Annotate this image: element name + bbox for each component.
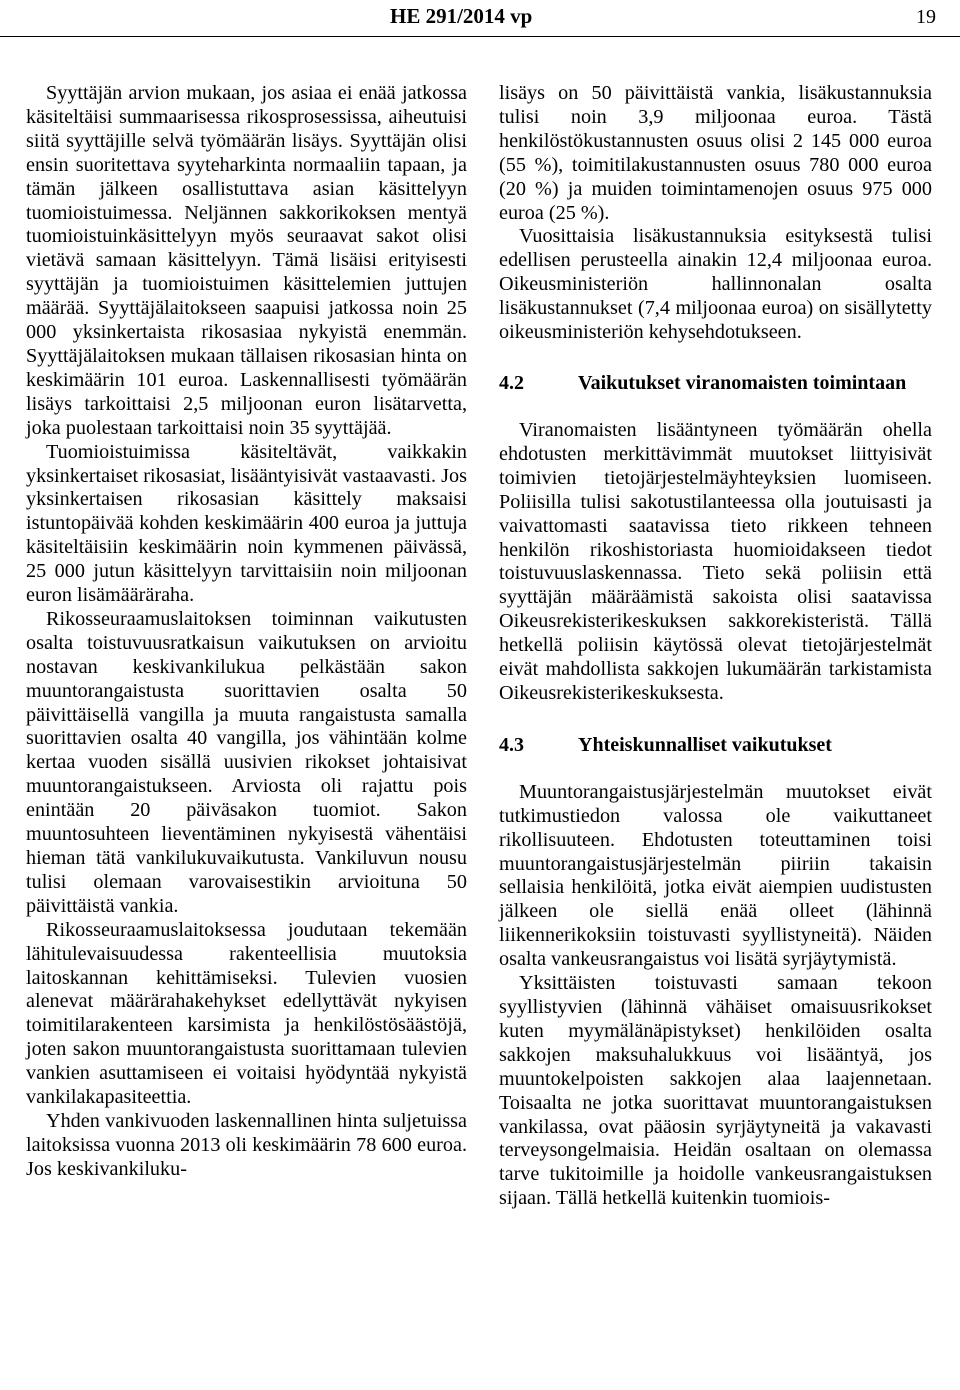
paragraph: Yhden vankivuoden laskennallinen hinta suljetuissa laitoksissa vuonna 2013 oli keskimäärin 78 600 euroa. Jos keskivankiluku-: [26, 1109, 467, 1180]
left-column: [26, 82, 467, 1182]
paragraph: Tuomioistuimissa käsiteltävät, vaikkakin yksinkertaiset rikosasiat, lisääntyisivät vastaavasti. Jos yksinkertaisen rikosasian käsittely maksaisi istuntopäivää kohden keskimäärin 400 euroa ja juttuja käsiteltäisiin keskimäärin noin kymmenen päivässä, 25 000 jutun käsittelyyn tarvittaisiin noin miljoonan euron lisämääräraha.: [26, 440, 467, 607]
paragraph: Muuntorangaistusjärjestelmän muutokset eivät tutkimustiedon valossa ole vaikuttaneet rikollisuuteen. Ehdotusten toteuttaminen toisi muuntorangaistusjärjestelmän piiriin takaisin sellaisia henkilöitä, jotka eivät aiempien uudistusten jälkeen ole siellä enää olleet (lähinnä liikennerikoksiin toistuvasti syyllistyneitä). Näiden osalta vankeusrangaistus voi lisätä syrjäytymistä.: [499, 780, 932, 971]
paragraph: Rikosseuraamuslaitoksessa joudutaan tekemään lähitulevaisuudessa rakenteellisia muutoksia laitoskannan kehittämiseksi. Tulevien vuosien alenevat määrärahakehykset edellyttävät nykyisen toimitilarakenteen karsimista ja henkilöstösäästöjä, joten sakon muuntorangaistusta suorittamaan tulevien vankien asuttamiseen ei voitaisi hyödyntää nykyistä vankilakapasiteettia.: [26, 918, 467, 1109]
document-id: HE 291/2014 vp: [390, 4, 533, 28]
section-title: Yhteiskunnalliset vaikutukset: [578, 733, 832, 756]
section-heading-4-3: [499, 733, 932, 757]
section-number: 4.2: [499, 371, 524, 394]
header-divider: [0, 36, 960, 37]
paragraph: Vuosittaisia lisäkustannuksia esityksestä tulisi edellisen perusteella ainakin 12,4 miljoonaa euroa. Oikeusministeriön hallinnonalan osalta lisäkustannukset (7,4 miljoonaa euroa) on sisällytetty oikeusministeriön kehysehdotukseen.: [499, 225, 932, 344]
section-number: 4.3: [499, 733, 524, 756]
section-heading-4-2: [499, 371, 932, 395]
page-number: 19: [916, 6, 936, 28]
paragraph: Viranomaisten lisääntyneen työmäärän ohella ehdotusten merkittävimmät muutokset liittyisivät toimivien tietojärjestelmäyhteyksien luomiseen. Poliisilla tulisi sakotustilanteessa olla joutuisasti ja vaivattomasti saatavissa tieto rikkeen tehneen henkilön rikoshistoriasta huomioidakseen tiedot toistuvuuslaskennassa. Tieto sekä poliisin että syyttäjän määräämistä sakoista olisi saatavissa Oikeusrekisterikeskuksen sakkorekisteristä. Tällä hetkellä poliisin käytössä olevat tietojärjestelmät eivät mahdollista sakkojen lukumäärän tarkistamista Oikeusrekisterikeskuksesta.: [499, 418, 932, 704]
section-title: Vaikutukset viranomaisten toimintaan: [578, 371, 907, 394]
paragraph: Syyttäjän arvion mukaan, jos asiaa ei enää jatkossa käsiteltäisi summaarisessa rikosprosessissa, aiheutuisi siitä syyttäjille selvä työmäärän lisäys. Syyttäjän olisi ensin suoritettava syyteharkinta normaaliin tapaan, ja tämän jälkeen osallistuttava asian käsittelyyn tuomioistuimessa. Neljännen sakkorikoksen mentyä tuomioistuinkäsittelyyn myös seuraavat sakot olisi vietävä samaan käsittelyyn. Tämä lisäisi erityisesti syyttäjän ja tuomioistuimen käsittelemien juttujen määrää. Syyttäjälaitokseen saapuisi jatkossa noin 25 000 yksinkertaista rikosasiaa nykyistä enemmän. Syyttäjälaitoksen mukaan tällaisen rikosasian hinta on keskimäärin 101 euroa. Laskennallisesti työmäärän lisäys tarkoittaisi 2,5 miljoonan euron lisätarvetta, joka puolestaan tarkoittaisi noin 35 syyttäjää.: [26, 82, 467, 439]
page-header: [0, 0, 960, 34]
paragraph: Rikosseuraamuslaitoksen toiminnan vaikutusten osalta toistuvuusratkaisun vaikutuksen on arvioitu nostavan keskivankilukua pelkästään sakon muuntorangaistusta suorittavien osalta 50 päivittäisellä vangilla ja muuta rangaistusta samalla suorittavien osalta 40 vangilla, jos vähintään kolme kertaa vuoden sisällä uusivien rikokset johtaisivat muuntorangaistukseen. Arviosta oli rajattu pois enintään 20 päiväsakon tuomiot. Sakon muuntosuhteen lieventäminen nykyisestä vähentäisi hieman tätä vankilukuvaikutusta. Vankiluvun nousu tulisi olemaan varovaisestikin arvioituna 50 päivittäistä vankia.: [26, 607, 467, 917]
right-column: [499, 82, 932, 1211]
paragraph: lisäys on 50 päivittäistä vankia, lisäkustannuksia tulisi noin 3,9 miljoonaa euroa. Tästä henkilöstökustannusten osuus olisi 2 145 000 euroa (55 %), toimitilakustannusten osuus 780 000 euroa (20 %) ja muiden toimintamenojen osuus 975 000 euroa (25 %).: [499, 82, 932, 224]
paragraph: Yksittäisten toistuvasti samaan tekoon syyllistyvien (lähinnä vähäiset omaisuusrikokset kuten myymälänäpistykset) henkilöiden osalta sakkojen maksuhalukkuus voi lisääntyä, jos muuntokelpoisten sakkojen alaa laajennetaan. Toisaalta ne jotka suorittavat muuntorangaistuksen vankilassa, ovat pääosin syrjäytyneitä ja vakavasti terveysongelmaisia. Heidän osaltaan on olemassa tarve tukitoimille ja hoidolle vankeusrangaistuksen sijaan. Tällä hetkellä kuitenkin tuomiois-: [499, 972, 932, 1210]
